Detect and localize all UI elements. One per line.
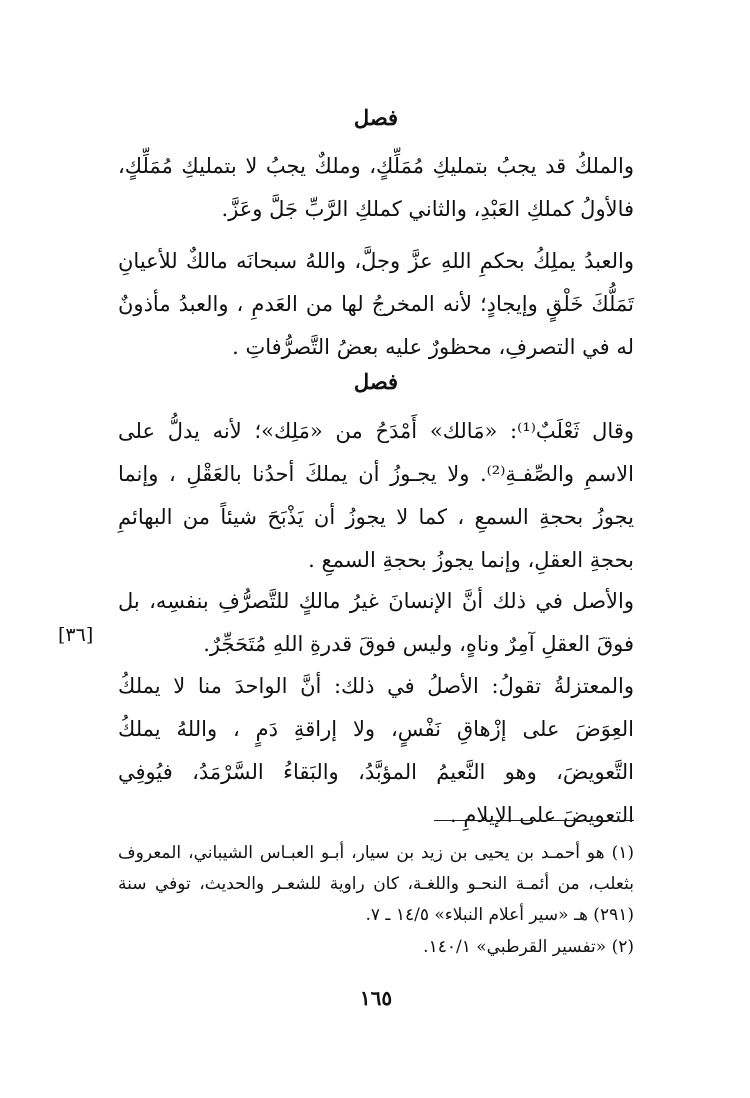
footnote: (٢) «تفسير القرطبي» ١٤٠/١.	[423, 937, 634, 957]
body-paragraph: والمعتزلةُ تقولُ: الأصلُ في ذلك: أنَّ الواحدَ منا لا يملكُ العِوَضَ على إزْهاقِ نَفْسٍ، ولا إراقةِ دَمٍ ، واللهُ يملكُ التَّعويضَ، وهو النَّعيمُ المؤبَّدُ، والبَقاءُ السَّرْمَدُ، فيُوفِي التعويضَ على الإيلامِ .	[118, 674, 634, 827]
page-number: ١٦٥	[359, 986, 393, 1010]
body-paragraph: والملكُ قد يجبُ بتمليكِ مُمَلِّكٍ، وملكٌ يجبُ لا بتمليكِ مُمَلِّكٍ، فالأولُ كملكِ العَبْدِ، والثاني كملكِ الرَّبِّ جَلَّ وعَزَّ.	[118, 154, 634, 221]
section-heading: فصل	[353, 369, 399, 394]
body-paragraph: والأصل في ذلك أنَّ الإنسانَ غيرُ مالكٍ للتَّصرُّفِ بنفسِه، بل فوقَ العقلِ آمِرٌ وناهٍ، وليس فوقَ قدرةِ اللهِ مُتَحَجِّرٌ.	[118, 589, 634, 656]
body-paragraph: وقال ثَعْلَبٌ⁽¹⁾: «مَالك» أَمْدَحُ من «مَلِك»؛ لأنه يدلُّ على الاسمِ والصِّفـةِ⁽²⁾. ولا يجـوزُ أن يملكَ أحدُنا بالعَقْلِ ، وإنما يجوزُ بحجةِ السمعِ ، كما لا يجوزُ أن يَذْبَحَ شيئاً من البهائمِ بحجةِ العقلِ، وإنما يجوزُ بحجةِ السمعِ .	[118, 419, 634, 572]
margin-page-marker: [٣٦]	[58, 624, 94, 646]
section-heading: فصل	[353, 105, 399, 130]
body-paragraph: والعبدُ يملِكُ بحكمِ اللهِ عزَّ وجلَّ، واللهُ سبحانَه مالكٌ للأعيانِ تَمَلُّكَ خَلْقٍ وإيجادٍ؛ لأنه المخرجُ لها من العَدمِ ، والعبدُ مأذونٌ له في التصرفِ، محظورٌ عليه بعضُ التَّصرُّفاتِ .	[118, 249, 634, 359]
footnote: (١) هو أحمـد بن يحيى بن زيد بن سيار، أبـو العبـاس الشيباني، المعروف بثعلب، من أئمـة النحـو واللغـة، كان راوية للشعـر والحديث، توفي سنة (٢٩١) هـ «سير أعلام النبلاء» ١٤/٥ ـ ٧.	[118, 843, 634, 925]
footnote-separator	[434, 820, 634, 821]
